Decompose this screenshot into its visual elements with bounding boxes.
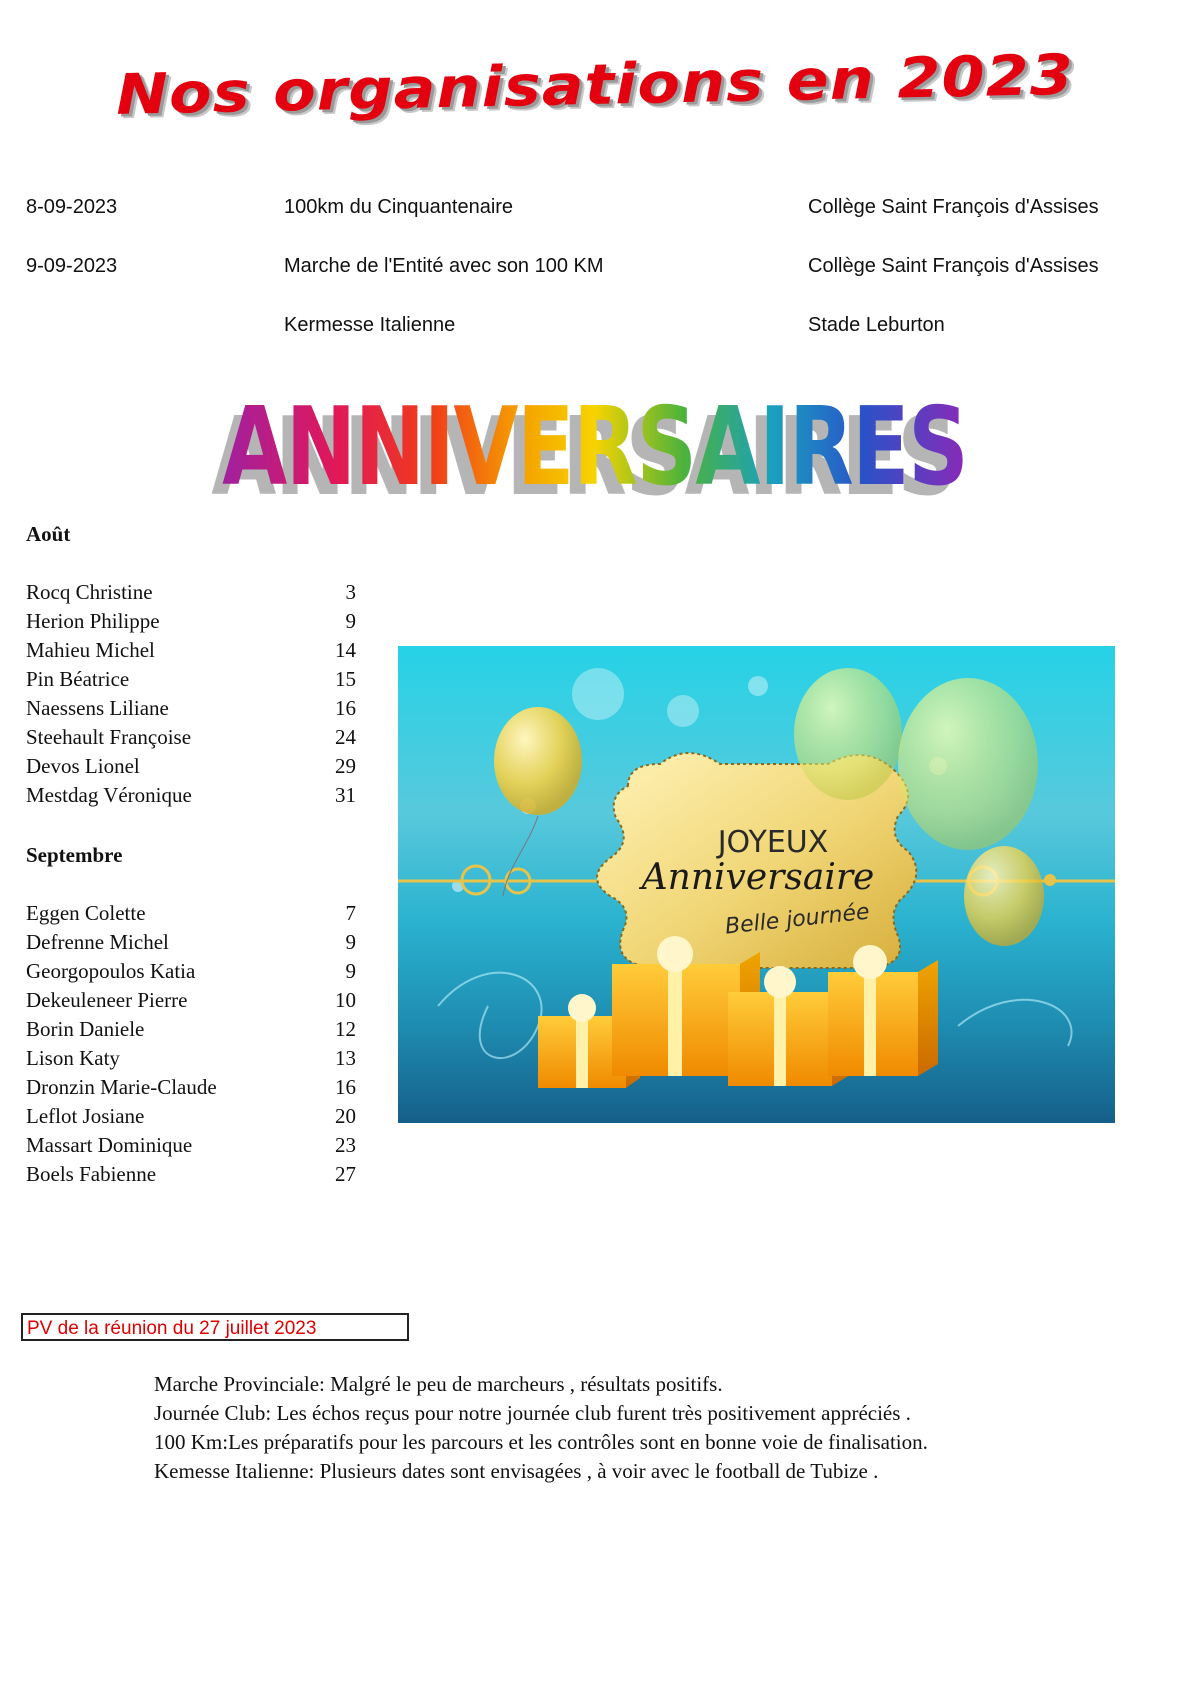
- list-item: [26, 1162, 356, 1191]
- birthday-card-image: [398, 646, 1115, 1123]
- person-day: 29: [335, 754, 356, 778]
- pv-line: 100 Km:Les préparatifs pour les parcours et les contrôles sont en bonne voie de finalisation.: [154, 1430, 928, 1454]
- birthdays-title-text: ANNIVERSAIRES: [222, 385, 968, 510]
- person-name: Pin Béatrice: [26, 667, 130, 691]
- person-name: Lison Katy: [26, 1046, 120, 1070]
- pv-title: PV de la réunion du 27 juillet 2023: [27, 1318, 317, 1339]
- person-name: Mestdag Véronique: [26, 783, 192, 807]
- list-item: [26, 1104, 356, 1133]
- event-place: Stade Leburton: [808, 314, 945, 336]
- person-day: 3: [345, 580, 356, 604]
- list-item: [26, 1017, 356, 1046]
- event-place: Collège Saint François d'Assises: [808, 196, 1099, 218]
- card-text-joyeux: JOYEUX: [717, 825, 829, 860]
- person-name: Georgopoulos Katia: [26, 959, 196, 983]
- person-name: Borin Daniele: [26, 1017, 145, 1041]
- event-date: 9-09-2023: [26, 255, 118, 277]
- pv-title-box: [21, 1313, 409, 1341]
- person-name: Devos Lionel: [26, 754, 140, 778]
- balloon-icon: [898, 678, 1038, 850]
- person-name: Dronzin Marie-Claude: [26, 1075, 217, 1099]
- balloon-icon: [494, 707, 582, 815]
- list-item: [26, 988, 356, 1017]
- month-heading: Août: [26, 522, 71, 546]
- person-name: Naessens Liliane: [26, 696, 169, 720]
- person-day: 9: [345, 609, 356, 633]
- balloon-icon: [964, 846, 1044, 946]
- person-day: 31: [335, 783, 356, 807]
- list-item: [26, 754, 356, 783]
- person-name: Herion Philippe: [26, 609, 160, 633]
- list-item: [26, 638, 356, 667]
- person-day: 13: [335, 1046, 356, 1070]
- pv-line: Journée Club: Les échos reçus pour notre journée club furent très positivement appréciés .: [154, 1401, 911, 1425]
- person-day: 23: [335, 1133, 356, 1157]
- person-day: 27: [335, 1162, 356, 1186]
- person-name: Steehault Françoise: [26, 725, 192, 749]
- event-name: Marche de l'Entité avec son 100 KM: [284, 255, 604, 277]
- list-item: [26, 667, 356, 696]
- month-heading: Septembre: [26, 843, 123, 867]
- person-day: 10: [335, 988, 356, 1012]
- person-day: 9: [345, 959, 356, 983]
- list-item: [26, 1133, 356, 1162]
- person-name: Mahieu Michel: [26, 638, 155, 662]
- list-item: [26, 901, 356, 930]
- person-day: 9: [345, 930, 356, 954]
- person-day: 15: [335, 667, 356, 691]
- person-name: Leflot Josiane: [26, 1104, 145, 1128]
- pv-line: Marche Provinciale: Malgré le peu de marcheurs , résultats positifs.: [154, 1372, 723, 1396]
- person-name: Boels Fabienne: [26, 1162, 157, 1186]
- person-day: 16: [335, 696, 356, 720]
- event-date: 8-09-2023: [26, 196, 118, 218]
- list-item: [26, 1075, 356, 1104]
- list-item: [26, 930, 356, 959]
- page-title-text: Nos organisations en 2023: [115, 41, 1075, 128]
- person-day: 20: [335, 1104, 356, 1128]
- person-name: Massart Dominique: [26, 1133, 193, 1157]
- birthday-card-illustration: [398, 646, 1115, 1123]
- person-name: Rocq Christine: [26, 580, 153, 604]
- page-title: [0, 41, 1190, 128]
- person-name: Dekeuleneer Pierre: [26, 988, 188, 1012]
- event-name: Kermesse Italienne: [284, 314, 456, 336]
- list-item: [26, 725, 356, 754]
- list-item: [26, 609, 356, 638]
- person-name: Eggen Colette: [26, 901, 146, 925]
- balloon-icon: [794, 668, 902, 800]
- pv-line: Kemesse Italienne: Plusieurs dates sont envisagées , à voir avec le football de Tubize .: [154, 1459, 879, 1483]
- card-text-anniversaire: Anniversaire: [641, 857, 875, 898]
- birthdays-title: [0, 385, 1190, 510]
- person-name: Defrenne Michel: [26, 930, 169, 954]
- list-item: [26, 580, 356, 609]
- person-day: 7: [345, 901, 356, 925]
- list-item: [26, 1046, 356, 1075]
- person-day: 12: [335, 1017, 356, 1041]
- card-text-belle-journee: Belle journée: [723, 899, 871, 940]
- person-day: 16: [335, 1075, 356, 1099]
- list-item: [26, 696, 356, 725]
- event-name: 100km du Cinquantenaire: [284, 196, 514, 218]
- person-day: 14: [335, 638, 356, 662]
- list-item: [26, 959, 356, 988]
- event-place: Collège Saint François d'Assises: [808, 255, 1099, 277]
- list-item: [26, 783, 356, 812]
- person-day: 24: [335, 725, 356, 749]
